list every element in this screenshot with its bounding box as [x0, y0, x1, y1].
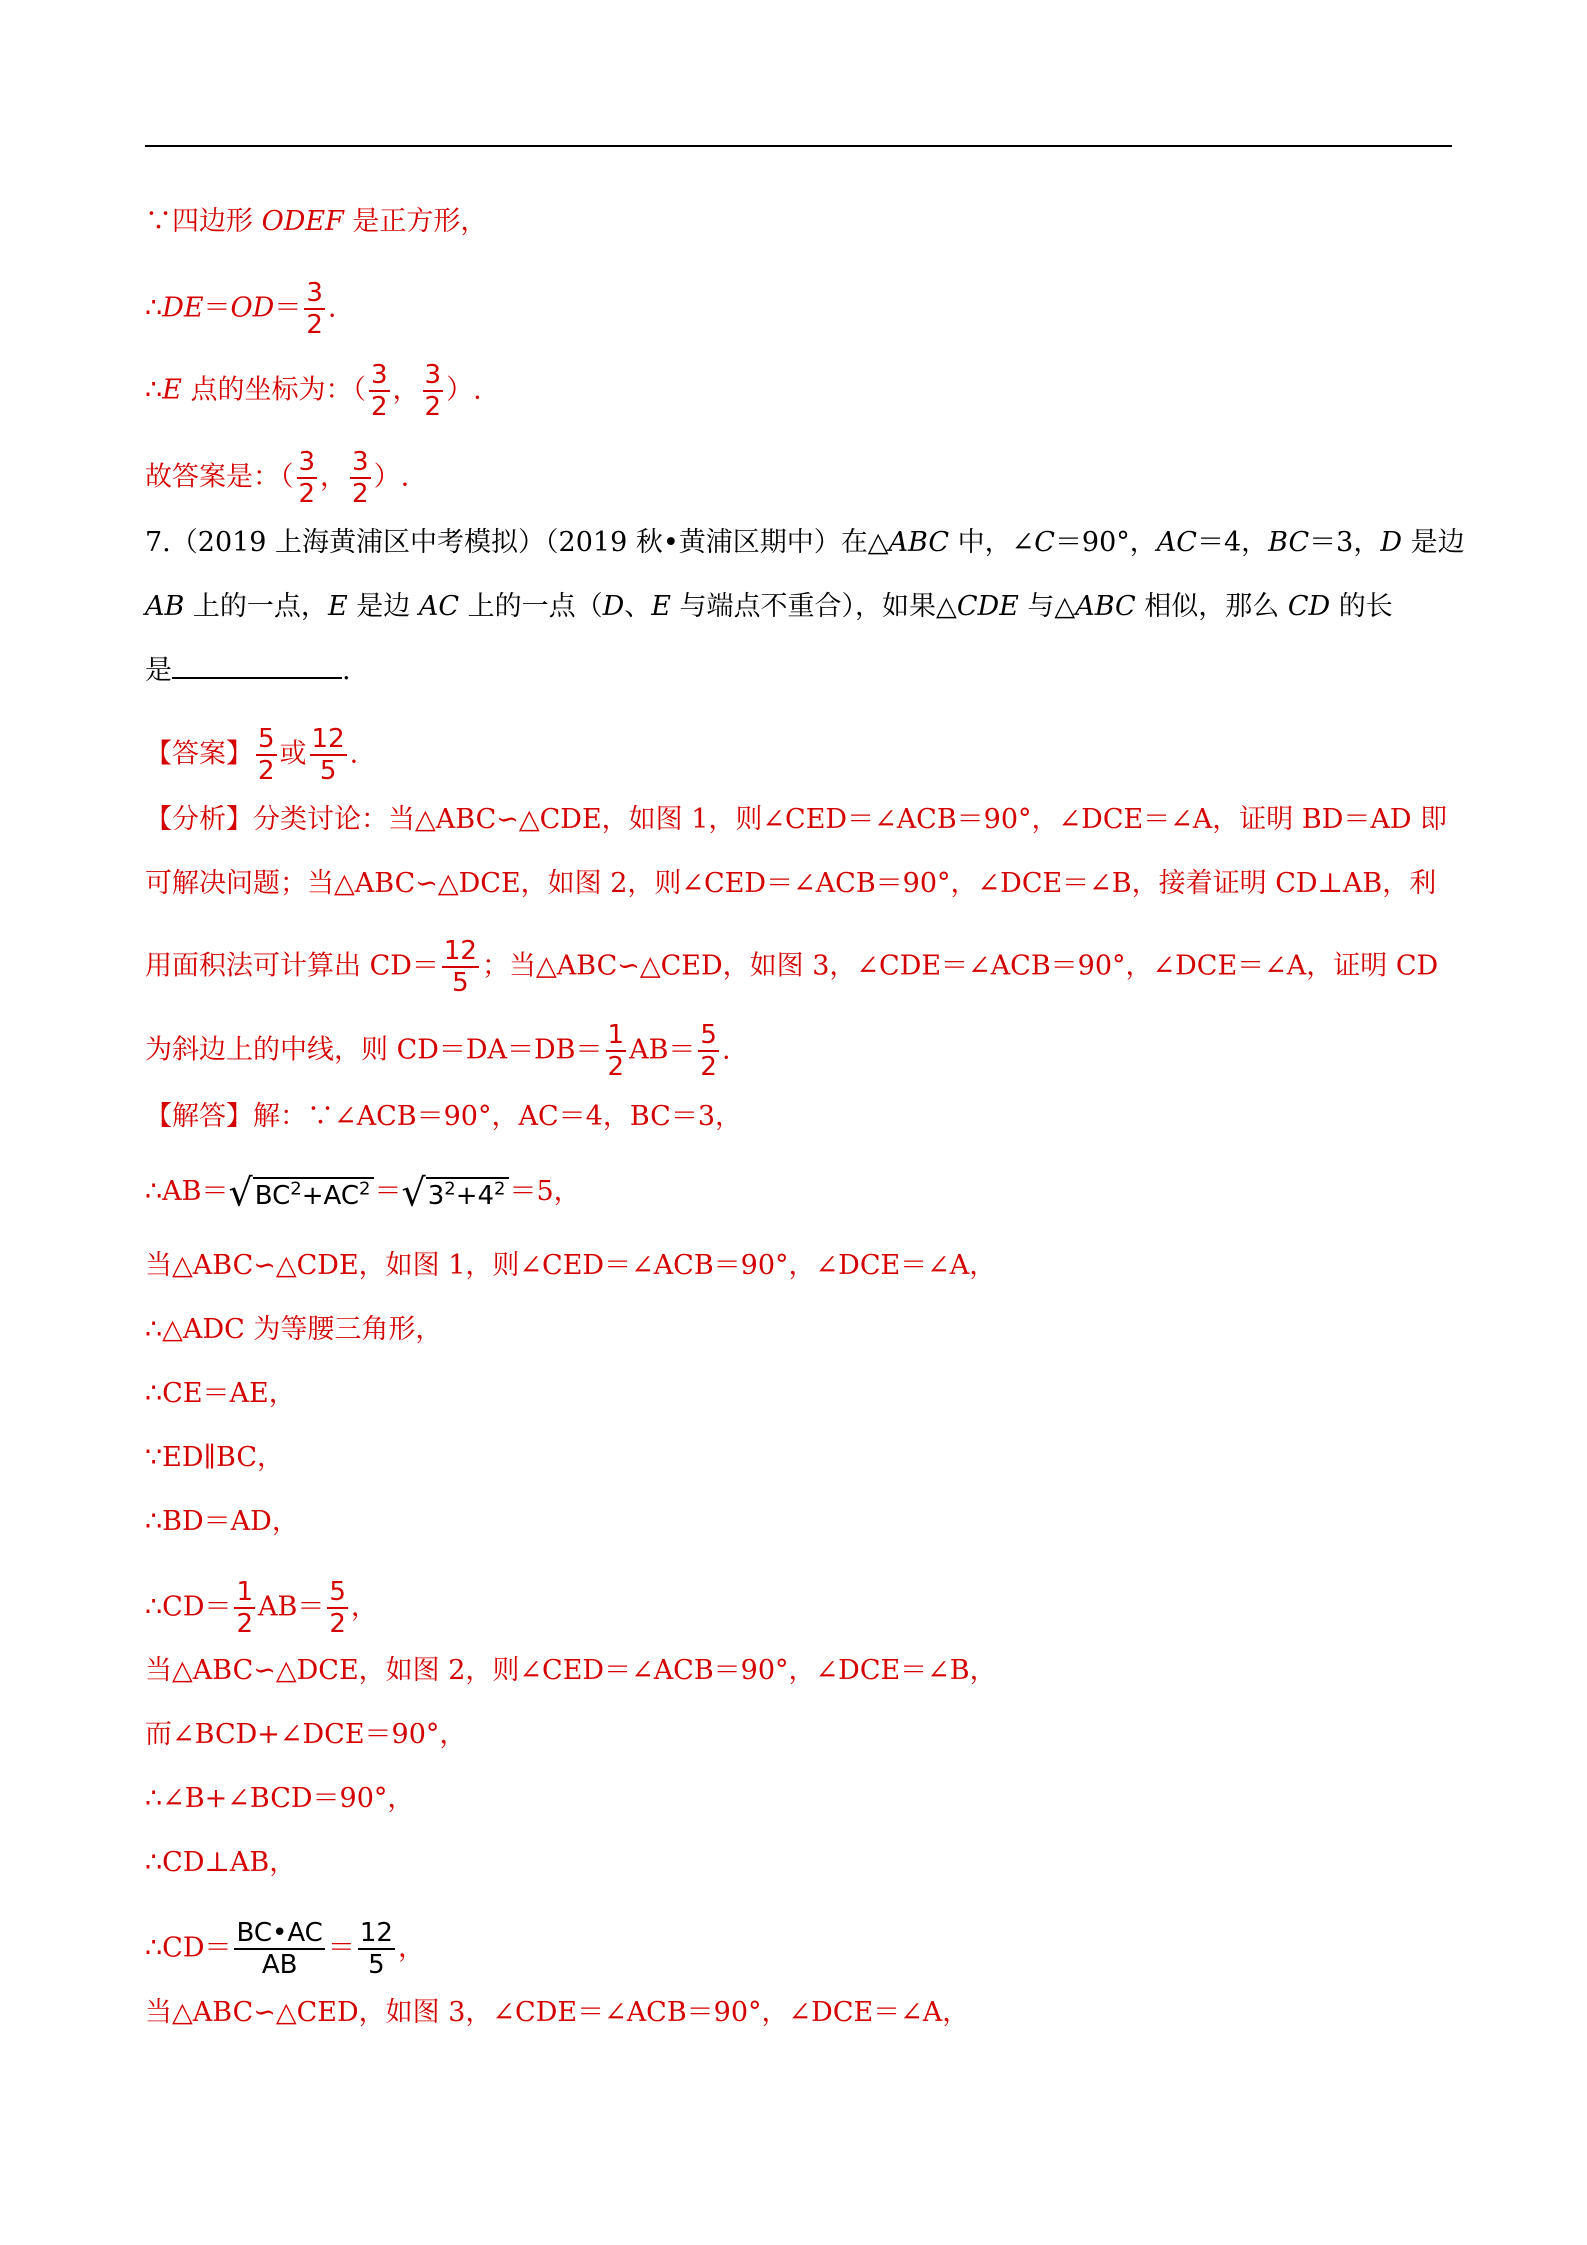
therefore-symbol: ∴: [145, 292, 163, 324]
fraction: $\frac{3}{2}$: [298, 447, 316, 509]
analysis-line-4: 为斜边上的中线，则 CD＝DA＝DB＝ $\frac{1}{2}$ AB＝ $\frac{5}{2}$ .: [145, 1020, 731, 1082]
solution-line-10: 而∠BCD+∠DCE＝90°，: [145, 1719, 467, 1750]
question-line-3: 是 .: [145, 655, 351, 686]
solution-line-11: ∴∠B+∠BCD＝90°，: [145, 1783, 415, 1814]
fraction: $\frac{12}{5}$: [443, 936, 477, 998]
solution-line-1: 【解答】解：∵∠ACB＝90°，AC＝4，BC＝3，: [145, 1101, 742, 1132]
question-line-2: AB 上的一点，E 是边 AC 上的一点（D、E 与端点不重合），如果△CDE 与△ABC 相似，那么 CD 的长: [145, 591, 1393, 622]
fraction: $\frac{3}{2}$: [424, 360, 442, 422]
solution-line-8: ∴CD＝ $\frac{1}{2}$ AB＝ $\frac{5}{2}$ ，: [145, 1577, 378, 1639]
analysis-label: 【分析】: [145, 804, 253, 835]
answer-line: 【答案】 $\frac{5}{2}$ 或 $\frac{12}{5}$ .: [145, 724, 359, 786]
fraction: $\frac{3}{2}$: [371, 360, 388, 422]
answer-label: 【答案】: [145, 738, 253, 770]
solution-label: 【解答】: [145, 1101, 253, 1132]
fraction: $\frac{1}{2}$: [236, 1577, 254, 1639]
solution-line-7: ∴BD＝AD，: [145, 1506, 299, 1537]
fraction: $\frac{1}{2}$: [607, 1020, 625, 1082]
solution-line-12: ∴CD⊥AB，: [145, 1847, 297, 1878]
solution-line-6: ∵ED∥BC，: [145, 1442, 285, 1473]
solution-line-4: ∴△ADC 为等腰三角形，: [145, 1314, 443, 1345]
answer-blank: [172, 653, 342, 679]
solution-line-5: ∴CE＝AE，: [145, 1378, 296, 1409]
fraction: $\frac{5}{2}$: [700, 1020, 717, 1082]
because-symbol: ∵: [145, 206, 172, 237]
solution-line-13: ∴CD＝ $\frac{BC•AC}{AB}$ ＝ $\frac{12}{5}$ ，: [145, 1918, 425, 1980]
analysis-line-2: 可解决问题；当△ABC∽△DCE，如图 2，则∠CED＝∠ACB＝90°，∠DCE＝∠B，接着证明 CD⊥AB，利: [145, 868, 1437, 899]
solution-line-14: 当△ABC∽△CED，如图 3，∠CDE＝∠ACB＝90°，∠DCE＝∠A，: [145, 1997, 970, 2028]
analysis-line-3: 用面积法可计算出 CD＝ $\frac{12}{5}$ ；当△ABC∽△CED，如图 3，∠CDE＝∠ACB＝90°，∠DCE＝∠A，证明 CD: [145, 936, 1439, 998]
solution-line-9: 当△ABC∽△DCE，如图 2，则∠CED＝∠ACB＝90°，∠DCE＝∠B，: [145, 1655, 997, 1686]
solution-line-3: 当△ABC∽△CDE，如图 1，则∠CED＝∠ACB＝90°，∠DCE＝∠A，: [145, 1250, 997, 1281]
fraction: $\frac{3}{2}$: [306, 278, 323, 340]
fraction: $\frac{BC•AC}{AB}$: [236, 1918, 323, 1980]
fraction: $\frac{3}{2}$: [352, 447, 369, 509]
analysis-line-1: 【分析】分类讨论：当△ABC∽△CDE，如图 1，则∠CED＝∠ACB＝90°，∠DCE＝∠A，证明 BD＝AD 即: [145, 804, 1448, 835]
fraction: $\frac{12}{5}$: [359, 1918, 393, 1980]
line-answer-is: 故答案是：（ $\frac{3}{2}$ ， $\frac{3}{2}$ ）.: [145, 447, 410, 509]
fraction: $\frac{5}{2}$: [329, 1577, 346, 1639]
line-de-od: ∴DE＝OD＝ $\frac{3}{2}$ .: [145, 278, 337, 340]
sqrt-expression: $√3^2+4^2$: [401, 1172, 509, 1213]
header-rule: [145, 145, 1452, 147]
question-line-1: 7.（2019 上海黄浦区中考模拟）（2019 秋•黄浦区期中）在△ABC 中，∠C＝90°，AC＝4，BC＝3，D 是边: [145, 527, 1465, 558]
line-square: ∵四边形 ODEF 是正方形，: [145, 206, 488, 237]
fraction: $\frac{5}{2}$: [258, 724, 275, 786]
sqrt-expression: $√BC^2+AC^2$: [229, 1172, 375, 1213]
line-e-coords: ∴E 点的坐标为：（ $\frac{3}{2}$ ， $\frac{3}{2}$ ）.: [145, 360, 482, 422]
solution-line-2: $\therefore AB=√BC^2+AC^2 =√3^2+4^2 =5$，: [145, 1170, 581, 1215]
fraction: $\frac{12}{5}$: [311, 724, 345, 786]
